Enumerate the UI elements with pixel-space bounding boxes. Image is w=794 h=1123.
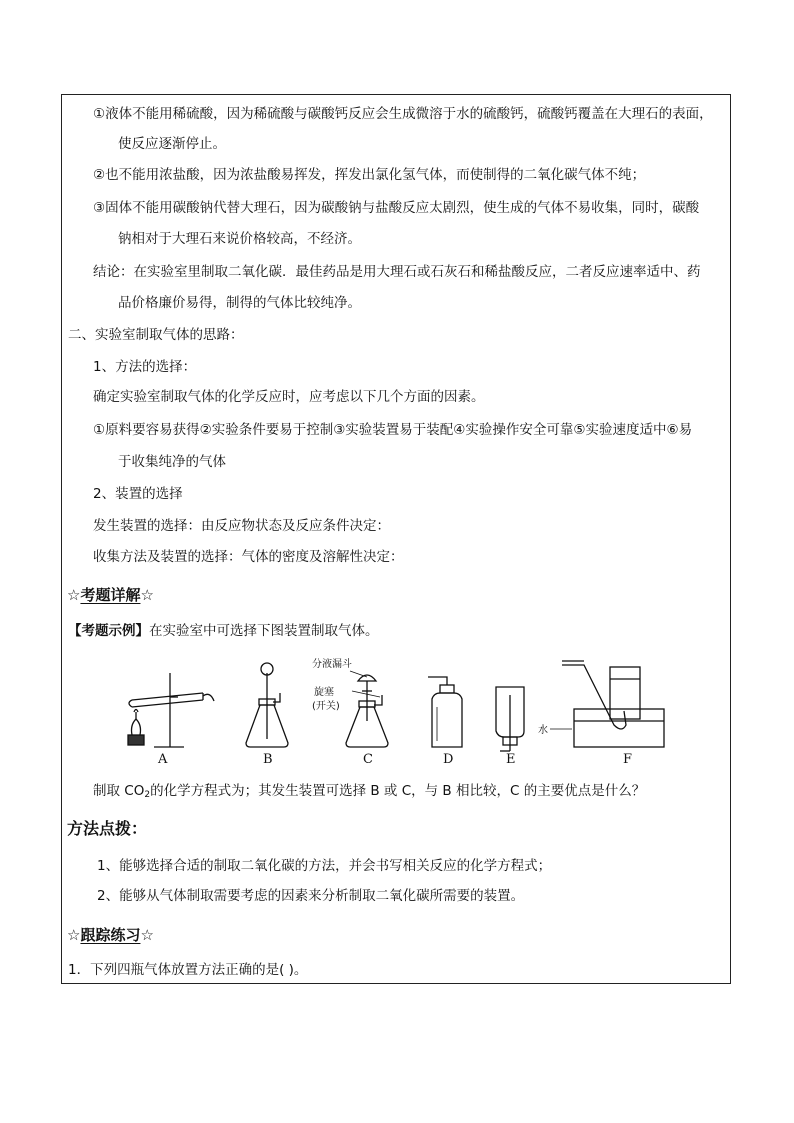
apparatus-d-drawing xyxy=(428,677,462,747)
content-frame xyxy=(61,94,731,984)
reason-3-line-1: ③固体不能用碳酸钠代替大理石，因为碳酸钠与盐酸反应太剧烈，使生成的气体不易收集，同时，碳酸 xyxy=(93,200,700,216)
kaoti-heading xyxy=(67,584,154,606)
figure-label-f: F xyxy=(623,752,633,767)
water-label: 水 xyxy=(538,725,548,736)
kaoti-title: 考题详解 xyxy=(80,586,141,604)
apparatus-c-drawing xyxy=(346,671,388,747)
apparatus-f-drawing xyxy=(550,661,664,747)
method-point-1: 1、能够选择合适的制取二氧化碳的方法，并会书写相关反应的化学方程式； xyxy=(97,858,552,874)
reason-2: ②也不能用浓盐酸，因为浓盐酸易挥发，挥发出氯化氢气体，而使制得的二氧化碳气体不纯； xyxy=(93,167,646,183)
subsection-1-title: 1、方法的选择： xyxy=(93,359,197,375)
star-left-icon: ☆ xyxy=(67,586,81,604)
example-question xyxy=(93,781,645,805)
factors-line-1: ①原料要容易获得②实验条件要易于控制③实验装置易于装配④实验操作安全可靠⑤实验速度适中⑥易 xyxy=(93,422,693,438)
question-text: 的化学方程式为；其发生装置可选择 B 或 C，与 B 相比较，C 的主要优点是什么？ xyxy=(150,783,646,799)
figure-label-c: C xyxy=(363,752,373,767)
reason-1-line-1: ①液体不能用稀硫酸，因为稀硫酸与碳酸钙反应会生成微溶于水的硫酸钙，硫酸钙覆盖在大理石的表面， xyxy=(93,106,713,122)
question-prefix: 制取 CO xyxy=(93,783,145,799)
reason-1-line-2: 使反应逐渐停止。 xyxy=(118,136,226,152)
figure-label-a: A xyxy=(158,752,168,767)
practice-question-1: 1．下列四瓶气体放置方法正确的是( )。 xyxy=(68,962,308,978)
stopcock-label: 旋塞 xyxy=(314,687,334,698)
method-point-2: 2、能够从气体制取需要考虑的因素来分析制取二氧化碳所需要的装置。 xyxy=(97,888,525,904)
example-text: 在实验室中可选择下图装置制取气体。 xyxy=(149,623,379,639)
example-line xyxy=(68,621,379,641)
figure-label-b: B xyxy=(263,752,273,767)
co2-subscript: 2 xyxy=(144,790,151,800)
star-right-icon: ☆ xyxy=(140,926,154,944)
section-2-title: 二、实验室制取气体的思路： xyxy=(68,327,244,343)
practice-heading xyxy=(67,924,154,946)
separatory-funnel-label: 分液漏斗 xyxy=(312,659,352,670)
apparatus-b-drawing xyxy=(246,663,288,747)
apparatus-figure xyxy=(118,655,678,767)
generator-selection: 发生装置的选择：由反应物状态及反应条件决定： xyxy=(93,518,390,534)
apparatus-a-drawing xyxy=(128,673,214,747)
collection-selection: 收集方法及装置的选择：气体的密度及溶解性决定： xyxy=(93,549,404,565)
subsection-2-title: 2、装置的选择 xyxy=(93,486,183,502)
figure-label-d: D xyxy=(443,752,454,767)
method-heading: 方法点拨： xyxy=(67,819,148,838)
practice-title: 跟踪练习 xyxy=(80,926,141,944)
star-left-icon: ☆ xyxy=(67,926,81,944)
subsection-1-text: 确定实验室制取气体的化学反应时，应考虑以下几个方面的因素。 xyxy=(93,389,485,405)
reason-3-line-2: 钠相对于大理石来说价格较高，不经济。 xyxy=(118,231,361,247)
apparatus-e-drawing xyxy=(496,687,524,751)
switch-label: (开关) xyxy=(312,701,340,712)
example-tag: 【考题示例】 xyxy=(68,623,149,639)
conclusion-line-1: 结论：在实验室里制取二氧化碳．最佳药品是用大理石或石灰石和稀盐酸反应，二者反应速率适中、药 xyxy=(93,264,701,280)
figure-label-e: E xyxy=(506,752,516,767)
star-right-icon: ☆ xyxy=(140,586,154,604)
factors-line-2: 于收集纯净的气体 xyxy=(118,454,226,470)
conclusion-line-2: 品价格廉价易得，制得的气体比较纯净。 xyxy=(118,295,361,311)
